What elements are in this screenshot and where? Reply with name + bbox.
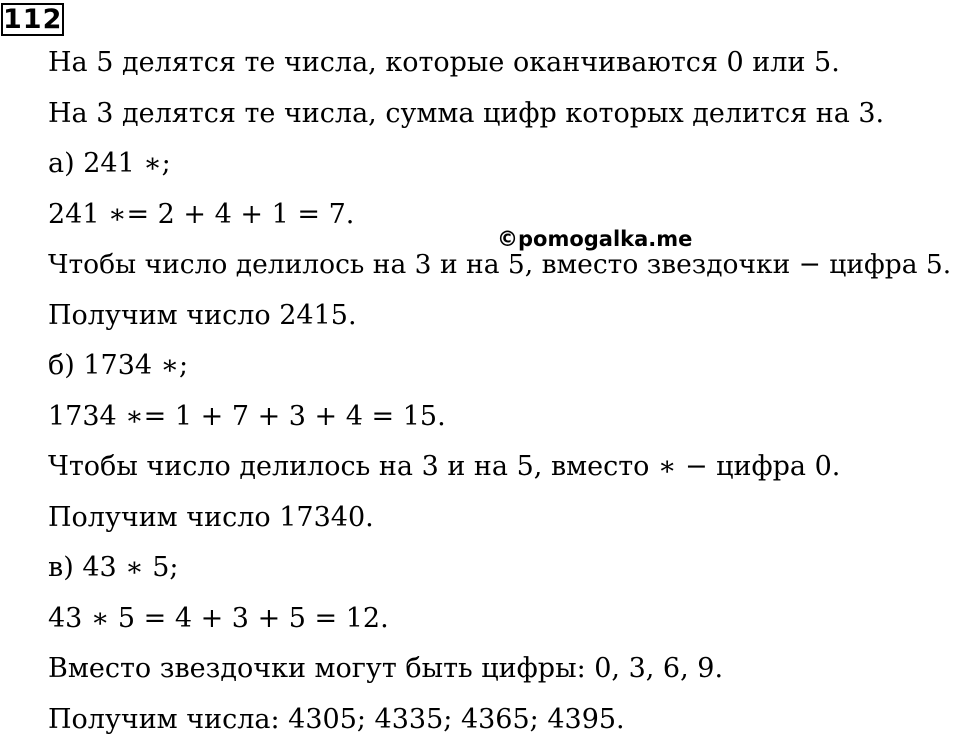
watermark: ©pomogalka.me (497, 227, 693, 251)
part-b-result: Получим число 17340. (48, 502, 374, 533)
rule-divisible-by-3: На 3 делятся те числа, сумма цифр которых делится на 3. (48, 98, 885, 129)
rule-divisible-by-5: На 5 делятся те числа, которые оканчиваются 0 или 5. (48, 47, 840, 78)
part-c-digit-sum: 43 ∗ 5 = 4 + 3 + 5 = 12. (48, 603, 389, 634)
part-c-reasoning: Вместо звездочки могут быть цифры: 0, 3, 6, 9. (48, 653, 724, 684)
part-a-digit-sum: 241 ∗= 2 + 4 + 1 = 7. (48, 199, 355, 230)
part-b-reasoning: Чтобы число делилось на 3 и на 5, вместо ∗ − цифра 0. (48, 451, 841, 482)
part-a-result: Получим число 2415. (48, 300, 357, 331)
part-a-heading: а) 241 ∗; (48, 148, 171, 179)
part-b-digit-sum: 1734 ∗= 1 + 7 + 3 + 4 = 15. (48, 401, 446, 432)
problem-number: 112 (3, 4, 63, 35)
part-c-result: Получим числа: 4305; 4335; 4365; 4395. (48, 704, 625, 735)
part-c-heading: в) 43 ∗ 5; (48, 552, 179, 583)
part-a-reasoning: Чтобы число делилось на 3 и на 5, вместо звездочки − цифра 5. (48, 249, 952, 280)
part-b-heading: б) 1734 ∗; (48, 350, 189, 381)
